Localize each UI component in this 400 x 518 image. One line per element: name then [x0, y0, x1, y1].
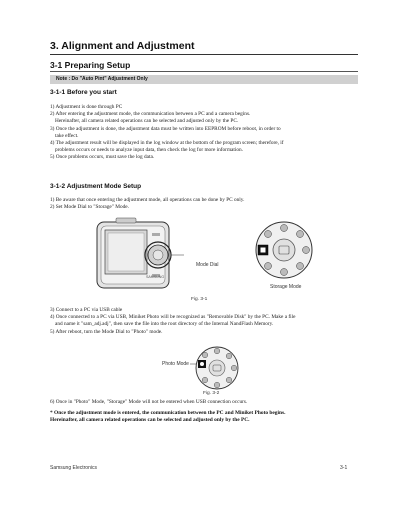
subsection-before-you-start-title: 3-1-1 Before you start	[50, 89, 117, 96]
camera-brand-label: SAMSUNG	[146, 275, 165, 279]
text-line: take effect.	[55, 132, 79, 139]
text-line: problems occurs or needs to analyze input data, then check the log for more information.	[55, 147, 243, 154]
chapter-title: 3. Alignment and Adjustment	[50, 40, 195, 52]
adjustment-mode-text-top	[50, 197, 362, 211]
adjustment-mode-text-bottom	[50, 399, 362, 406]
text-line: 6) Once in "Photo" Mode, "Storage" Mode will not be entered when USB connection occurs.	[50, 399, 248, 405]
text-line: 4) Once connected to a PC via USB, Miniket Photo will be recognized as "Removable Disk" by the PC. Make a file	[50, 314, 296, 321]
text-line: Hereinafter, all camera related operations can be selected and adjusted only by the PC.	[50, 417, 250, 424]
text-line: 3) Once the adjustment is done, the adjustment data must be written into EEPROM before reboot, in order to	[50, 125, 281, 132]
figure-3-1-caption: Fig. 3-1	[191, 297, 208, 302]
mode-dial-illustration	[254, 220, 314, 280]
photo-mode-label: Photo Mode	[162, 361, 189, 367]
note-bar: Note : Do "Auto Pint" Adjustment Only	[50, 75, 358, 84]
figure-3-2-caption: Fig. 3-2	[203, 391, 220, 396]
text-line: 2) Set Mode Dial to "Storage" Mode.	[50, 204, 129, 211]
text-line: 2) After entering the adjustment mode, the communication between a PC and a camera begins.	[50, 111, 251, 118]
storage-mode-label: Storage Mode	[270, 284, 302, 290]
footer-company: Samsung Electronics	[50, 465, 97, 471]
text-line: and name it "sam_adj.adj", then save the file into the root directory of the Internal NandFlash Memory.	[55, 321, 274, 328]
camera-illustration	[96, 219, 186, 293]
text-line: 3) Connect to a PC via USB cable	[50, 307, 123, 313]
text-line: 1) Be aware that once entering the adjustment mode, all operations can be done by PC only.	[50, 197, 245, 203]
subsection-adjustment-mode-title: 3-1-2 Adjustment Mode Setup	[50, 183, 142, 190]
text-line: * Once the adjustment mode is entered, the communication between the PC and Miniket Photo begins.	[50, 410, 286, 416]
footer-page-number: 3-1	[340, 465, 348, 471]
text-line: 4) The adjustment result will be displayed in the log window at the bottom of the program screen; therefore, if	[50, 140, 284, 147]
text-line: 5) After reboot, turn the Mode Dial to "Photo" mode.	[50, 328, 163, 335]
chapter-rule	[50, 54, 358, 55]
adjustment-warning-note	[50, 410, 360, 425]
text-line: 5) Once problems occurs, must save the log data.	[50, 154, 155, 161]
section-rule	[50, 71, 358, 72]
adjustment-mode-text-mid	[50, 307, 362, 336]
section-title: 3-1 Preparing Setup	[50, 60, 131, 70]
mode-dial-label: Mode Dial	[196, 262, 219, 268]
text-line: Hereinafter, all camera related operations can be selected and adjusted only by the PC.	[55, 118, 239, 125]
text-line: 1) Adjustment is done through PC	[50, 104, 123, 110]
photo-mode-dial-illustration	[194, 345, 240, 391]
before-you-start-text	[50, 104, 362, 162]
